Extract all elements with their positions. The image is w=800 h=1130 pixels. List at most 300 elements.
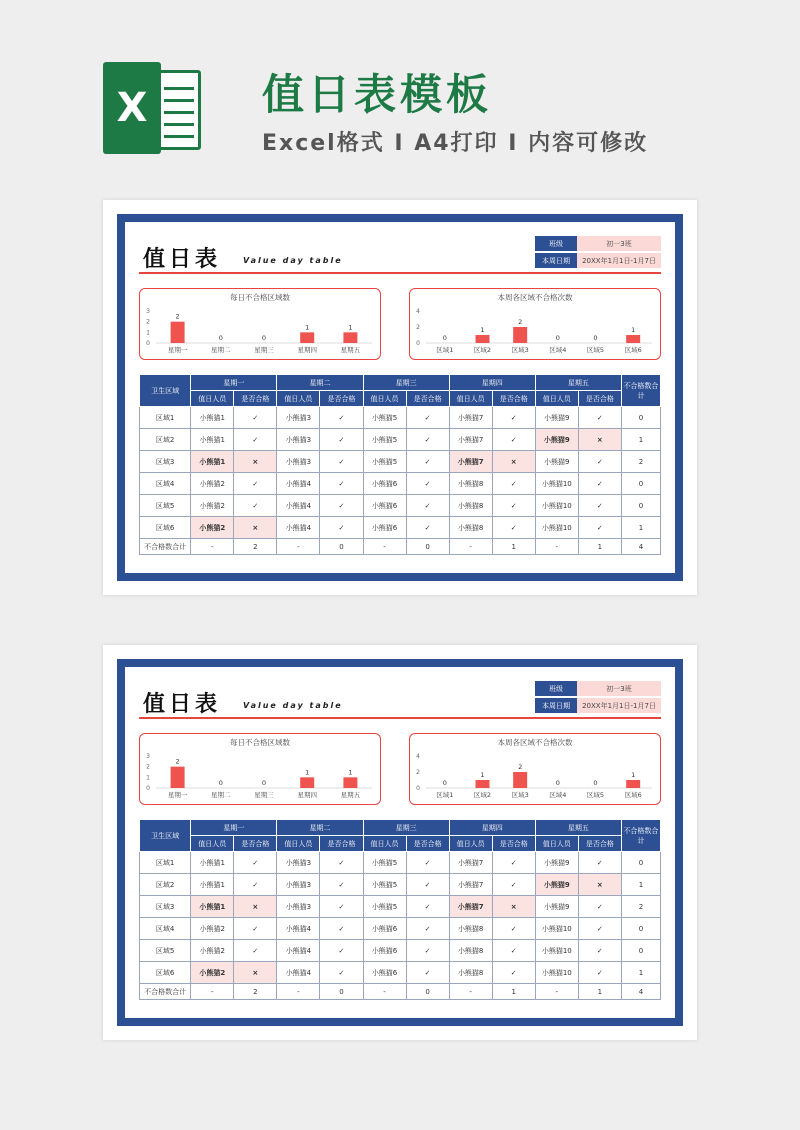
person-cell[interactable]: 小熊猫9 [535,896,578,918]
y-tick-label: 0 [416,340,420,347]
bar [476,780,490,788]
area-cell: 区域2 [140,429,191,451]
category-label: 区域6 [624,791,642,799]
pass-header: 是否合格 [320,391,363,407]
person-header: 值日人员 [535,836,578,852]
pass-cell[interactable]: ✓ [320,874,363,896]
summary-cell: 2 [234,539,277,555]
summary-row [140,539,661,555]
pass-header: 是否合格 [406,836,449,852]
person-cell[interactable]: 小熊猫7 [449,451,492,473]
bar-value-label: 0 [555,334,560,342]
sheet-frame [117,659,683,1026]
y-tick-label: 4 [416,308,420,315]
summary-cell: - [363,984,406,1000]
summary-cell: - [191,984,234,1000]
pass-cell[interactable]: ✓ [406,473,449,495]
person-cell[interactable]: 小熊猫3 [277,451,320,473]
pass-cell[interactable]: × [492,896,535,918]
area-fail-chart [409,288,661,360]
person-header: 值日人员 [191,391,234,407]
area-fail-chart [409,733,661,805]
summary-cell: - [535,539,578,555]
category-label: 星期四 [297,791,317,799]
y-tick-label: 2 [416,769,420,776]
table-row [140,962,661,984]
bar [513,772,527,788]
summary-label: 不合格数合计 [140,984,191,1000]
category-label: 区域3 [511,791,529,799]
area-header: 卫生区域 [140,375,191,407]
table-row [140,874,661,896]
category-label: 区域1 [436,791,454,799]
pass-cell[interactable]: ✓ [320,451,363,473]
y-tick-label: 2 [146,763,150,771]
pass-cell[interactable]: ✓ [320,852,363,874]
sheet-header [139,236,661,274]
area-fail-svg [410,734,662,806]
person-cell[interactable]: 小熊猫2 [191,495,234,517]
info-box [535,681,661,715]
pass-cell[interactable]: × [234,896,277,918]
pass-cell[interactable]: ✓ [320,517,363,539]
total-cell: 0 [621,852,660,874]
total-cell: 0 [621,407,660,429]
category-label: 区域2 [473,791,492,799]
pass-cell[interactable]: × [234,517,277,539]
total-header: 不合格数合计 [621,375,660,407]
pass-cell[interactable]: ✓ [406,429,449,451]
person-cell[interactable]: 小熊猫1 [191,407,234,429]
person-cell[interactable]: 小熊猫10 [535,495,578,517]
bar [300,777,314,788]
table-row [140,896,661,918]
person-cell[interactable]: 小熊猫4 [277,918,320,940]
bar [626,780,640,788]
person-cell[interactable]: 小熊猫6 [363,495,406,517]
pass-cell[interactable]: ✓ [406,495,449,517]
person-cell[interactable]: 小熊猫10 [535,517,578,539]
person-cell[interactable]: 小熊猫4 [277,495,320,517]
pass-cell[interactable]: ✓ [234,852,277,874]
y-tick-label: 3 [146,753,150,760]
bar-value-label: 0 [218,779,223,787]
week-label: 本周日期 [535,253,577,268]
sheet-title: 值日表 [143,692,222,717]
category-label: 区域2 [473,346,492,354]
summary-cell: 1 [492,539,535,555]
person-cell[interactable]: 小熊猫10 [535,940,578,962]
person-cell[interactable]: 小熊猫6 [363,918,406,940]
bar-value-label: 0 [261,779,267,787]
summary-cell: - [535,984,578,1000]
pass-cell[interactable]: ✓ [578,918,621,940]
table-row [140,918,661,940]
summary-cell: 0 [320,984,363,1000]
pass-cell[interactable]: ✓ [406,517,449,539]
pass-cell[interactable]: ✓ [492,874,535,896]
person-cell[interactable]: 小熊猫7 [449,852,492,874]
bar [626,335,640,343]
person-cell[interactable]: 小熊猫4 [277,962,320,984]
pass-header: 是否合格 [578,836,621,852]
pass-cell[interactable]: ✓ [406,451,449,473]
person-cell[interactable]: 小熊猫8 [449,918,492,940]
pass-cell[interactable]: ✓ [578,940,621,962]
pass-header: 是否合格 [320,836,363,852]
table-row [140,517,661,539]
category-label: 星期二 [211,346,231,354]
person-cell[interactable]: 小熊猫3 [277,429,320,451]
person-cell[interactable]: 小熊猫9 [535,852,578,874]
pass-cell[interactable]: ✓ [320,429,363,451]
summary-cell: - [449,539,492,555]
area-header: 卫生区域 [140,820,191,852]
day-header-1: 星期一 [191,375,277,391]
bar-value-label: 2 [518,318,523,326]
summary-cell: 0 [406,539,449,555]
pass-cell[interactable]: ✓ [320,940,363,962]
person-header: 值日人员 [191,836,234,852]
day-header-4: 星期四 [449,375,535,391]
bar-value-label: 1 [480,326,485,334]
person-cell[interactable]: 小熊猫1 [191,852,234,874]
person-cell[interactable]: 小熊猫10 [535,473,578,495]
person-cell[interactable]: 小熊猫7 [449,896,492,918]
person-cell[interactable]: 小熊猫1 [191,874,234,896]
person-cell[interactable]: 小熊猫3 [277,874,320,896]
class-value[interactable]: 初一3班 [577,681,661,696]
summary-cell: - [449,984,492,1000]
pass-cell[interactable]: ✓ [320,918,363,940]
pass-cell[interactable]: ✓ [406,940,449,962]
day-header-3: 星期三 [363,820,449,836]
total-cell: 1 [621,429,660,451]
area-cell: 区域5 [140,495,191,517]
area-cell: 区域3 [140,896,191,918]
week-value[interactable]: 20XX年1月1日-1月7日 [577,253,661,268]
pass-cell[interactable]: ✓ [492,473,535,495]
banner-subtitle: Excel格式 I A4打印 I 内容可修改 [262,131,649,156]
area-cell: 区域6 [140,517,191,539]
pass-header: 是否合格 [492,391,535,407]
bar-value-label: 1 [305,323,310,332]
bar-value-label: 1 [305,768,310,777]
person-cell[interactable]: 小熊猫5 [363,896,406,918]
person-cell[interactable]: 小熊猫9 [535,451,578,473]
summary-cell: 1 [578,984,621,1000]
summary-cell: - [363,539,406,555]
person-cell[interactable]: 小熊猫3 [277,896,320,918]
bar-value-label: 2 [175,757,180,766]
category-label: 区域5 [586,346,605,354]
person-cell[interactable]: 小熊猫7 [449,407,492,429]
category-label: 星期三 [254,346,274,354]
chart-title: 每日不合格区域数 [230,738,290,747]
y-tick-label: 0 [416,785,420,792]
day-header-2: 星期二 [277,375,363,391]
person-header: 值日人员 [277,391,320,407]
pass-cell[interactable]: ✓ [320,962,363,984]
person-cell[interactable]: 小熊猫3 [277,852,320,874]
total-cell: 0 [621,473,660,495]
pass-cell[interactable]: ✓ [578,517,621,539]
y-tick-label: 0 [146,340,150,347]
bar [343,777,357,788]
day-header-3: 星期三 [363,375,449,391]
total-cell: 0 [621,940,660,962]
bar-value-label: 1 [348,768,353,777]
category-label: 区域4 [549,346,567,354]
person-cell[interactable]: 小熊猫5 [363,874,406,896]
pass-cell[interactable]: ✓ [234,473,277,495]
person-cell[interactable]: 小熊猫6 [363,517,406,539]
bar [171,322,185,343]
area-cell: 区域4 [140,473,191,495]
summary-cell: 2 [234,984,277,1000]
person-cell[interactable]: 小熊猫8 [449,940,492,962]
table-row [140,495,661,517]
category-label: 星期五 [340,346,361,354]
pass-cell[interactable]: ✓ [234,495,277,517]
pass-cell[interactable]: ✓ [492,429,535,451]
person-cell[interactable]: 小熊猫1 [191,896,234,918]
total-cell: 0 [621,918,660,940]
summary-cell: 1 [578,539,621,555]
pass-cell[interactable]: ✓ [578,473,621,495]
person-cell[interactable]: 小熊猫6 [363,473,406,495]
person-cell[interactable]: 小熊猫8 [449,962,492,984]
y-tick-label: 1 [146,774,150,782]
pass-cell[interactable]: ✓ [320,473,363,495]
person-header: 值日人员 [363,391,406,407]
sheet-header [139,681,661,719]
pass-cell[interactable]: ✓ [578,451,621,473]
person-cell[interactable]: 小熊猫5 [363,429,406,451]
person-cell[interactable]: 小熊猫7 [449,429,492,451]
pass-cell[interactable]: ✓ [492,495,535,517]
category-label: 区域1 [436,346,454,354]
total-cell: 1 [621,874,660,896]
pass-cell[interactable]: × [234,962,277,984]
pass-cell[interactable]: ✓ [492,407,535,429]
pass-cell[interactable]: ✓ [234,940,277,962]
person-cell[interactable]: 小熊猫2 [191,918,234,940]
day-header-5: 星期五 [535,820,621,836]
pass-cell[interactable]: × [578,429,621,451]
category-label: 区域5 [586,791,605,799]
daily-fail-svg [140,734,382,806]
person-header: 值日人员 [277,836,320,852]
y-tick-label: 1 [146,329,150,337]
pass-cell[interactable]: ✓ [234,874,277,896]
pass-header: 是否合格 [234,836,277,852]
pass-cell[interactable]: ✓ [234,429,277,451]
person-cell[interactable]: 小熊猫8 [449,495,492,517]
sheet-page-2 [103,645,697,1040]
pass-cell[interactable]: ✓ [320,407,363,429]
person-cell[interactable]: 小熊猫4 [277,940,320,962]
pass-cell[interactable]: ✓ [234,407,277,429]
pass-cell[interactable]: × [492,451,535,473]
summary-cell: 0 [406,984,449,1000]
person-header: 值日人员 [535,391,578,407]
pass-cell[interactable]: ✓ [578,852,621,874]
class-value[interactable]: 初一3班 [577,236,661,251]
summary-cell: - [191,539,234,555]
pass-cell[interactable]: ✓ [492,962,535,984]
week-value[interactable]: 20XX年1月1日-1月7日 [577,698,661,713]
table-row [140,473,661,495]
duty-table [139,819,661,1000]
person-header: 值日人员 [449,836,492,852]
person-cell[interactable]: 小熊猫2 [191,940,234,962]
person-cell[interactable]: 小熊猫9 [535,407,578,429]
pass-cell[interactable]: ✓ [406,962,449,984]
total-cell: 2 [621,896,660,918]
excel-logo-icon [103,62,203,154]
y-tick-label: 0 [146,785,150,792]
logo-letter: X [103,62,161,154]
pass-cell[interactable]: ✓ [492,918,535,940]
pass-cell[interactable]: ✓ [234,918,277,940]
category-label: 星期五 [340,791,361,799]
pass-cell[interactable]: ✓ [320,495,363,517]
person-cell[interactable]: 小熊猫5 [363,407,406,429]
pass-cell[interactable]: ✓ [406,407,449,429]
bar [476,335,490,343]
daily-fail-chart [139,288,381,360]
pass-cell[interactable]: ✓ [320,896,363,918]
table-row [140,852,661,874]
summary-cell: 1 [492,984,535,1000]
day-header-2: 星期二 [277,820,363,836]
pass-cell[interactable]: ✓ [406,896,449,918]
category-label: 区域4 [549,791,567,799]
pass-cell[interactable]: × [578,874,621,896]
person-cell[interactable]: 小熊猫1 [191,451,234,473]
pass-cell[interactable]: ✓ [492,517,535,539]
area-fail-svg [410,289,662,361]
total-cell: 1 [621,517,660,539]
summary-total: 4 [621,984,660,1000]
sheet-title: 值日表 [143,247,222,272]
pass-cell[interactable]: × [234,451,277,473]
daily-fail-svg [140,289,382,361]
bar [300,332,314,343]
person-cell[interactable]: 小熊猫8 [449,517,492,539]
category-label: 星期三 [254,791,274,799]
sheet-frame [117,214,683,581]
pass-cell[interactable]: ✓ [578,407,621,429]
bar-value-label: 0 [593,334,598,342]
class-label: 班级 [535,681,577,696]
person-cell[interactable]: 小熊猫8 [449,473,492,495]
person-cell[interactable]: 小熊猫5 [363,852,406,874]
pass-cell[interactable]: ✓ [578,962,621,984]
area-cell: 区域5 [140,940,191,962]
banner-title: 值日表模板 [262,70,493,119]
person-cell[interactable]: 小熊猫10 [535,918,578,940]
person-cell[interactable]: 小熊猫9 [535,874,578,896]
person-cell[interactable]: 小熊猫4 [277,473,320,495]
category-label: 区域6 [624,346,642,354]
category-label: 区域3 [511,346,529,354]
pass-header: 是否合格 [406,391,449,407]
person-cell[interactable]: 小熊猫2 [191,517,234,539]
person-cell[interactable]: 小熊猫4 [277,517,320,539]
bar-value-label: 1 [480,771,485,779]
class-label: 班级 [535,236,577,251]
pass-cell[interactable]: ✓ [492,852,535,874]
duty-table [139,374,661,555]
pass-cell[interactable]: ✓ [492,940,535,962]
table-row [140,940,661,962]
summary-total: 4 [621,539,660,555]
person-cell[interactable]: 小熊猫5 [363,451,406,473]
person-cell[interactable]: 小熊猫3 [277,407,320,429]
table-row [140,451,661,473]
pass-cell[interactable]: ✓ [406,874,449,896]
chart-title: 本周各区域不合格次数 [497,738,573,747]
area-cell: 区域1 [140,407,191,429]
pass-cell[interactable]: ✓ [406,918,449,940]
person-cell[interactable]: 小熊猫1 [191,429,234,451]
sheet-title-en: Value day table [243,701,343,710]
area-cell: 区域3 [140,451,191,473]
area-cell: 区域2 [140,874,191,896]
person-cell[interactable]: 小熊猫6 [363,962,406,984]
bar-value-label: 2 [518,763,523,771]
person-cell[interactable]: 小熊猫10 [535,962,578,984]
daily-fail-chart [139,733,381,805]
bar-value-label: 1 [348,323,353,332]
category-label: 星期一 [167,791,188,799]
total-header: 不合格数合计 [621,820,660,852]
bar [171,767,185,788]
summary-row [140,984,661,1000]
area-cell: 区域1 [140,852,191,874]
total-cell: 0 [621,495,660,517]
pass-header: 是否合格 [492,836,535,852]
pass-header: 是否合格 [234,391,277,407]
person-header: 值日人员 [363,836,406,852]
bar-value-label: 1 [631,326,636,334]
person-cell[interactable]: 小熊猫7 [449,874,492,896]
area-cell: 区域6 [140,962,191,984]
total-cell: 2 [621,451,660,473]
summary-label: 不合格数合计 [140,539,191,555]
pass-cell[interactable]: ✓ [578,495,621,517]
pass-cell[interactable]: ✓ [578,896,621,918]
bar-value-label: 2 [175,312,180,321]
chart-title: 每日不合格区域数 [230,293,290,302]
summary-cell: - [277,984,320,1000]
summary-cell: 0 [320,539,363,555]
bar-value-label: 0 [261,334,267,342]
area-cell: 区域4 [140,918,191,940]
pass-cell[interactable]: ✓ [406,852,449,874]
person-cell[interactable]: 小熊猫2 [191,962,234,984]
person-cell[interactable]: 小熊猫9 [535,429,578,451]
person-cell[interactable]: 小熊猫6 [363,940,406,962]
category-label: 星期二 [211,791,231,799]
category-label: 星期一 [167,346,188,354]
person-cell[interactable]: 小熊猫2 [191,473,234,495]
sheet-title-en: Value day table [243,256,343,265]
bar-value-label: 0 [442,779,447,787]
bar-value-label: 0 [218,334,223,342]
